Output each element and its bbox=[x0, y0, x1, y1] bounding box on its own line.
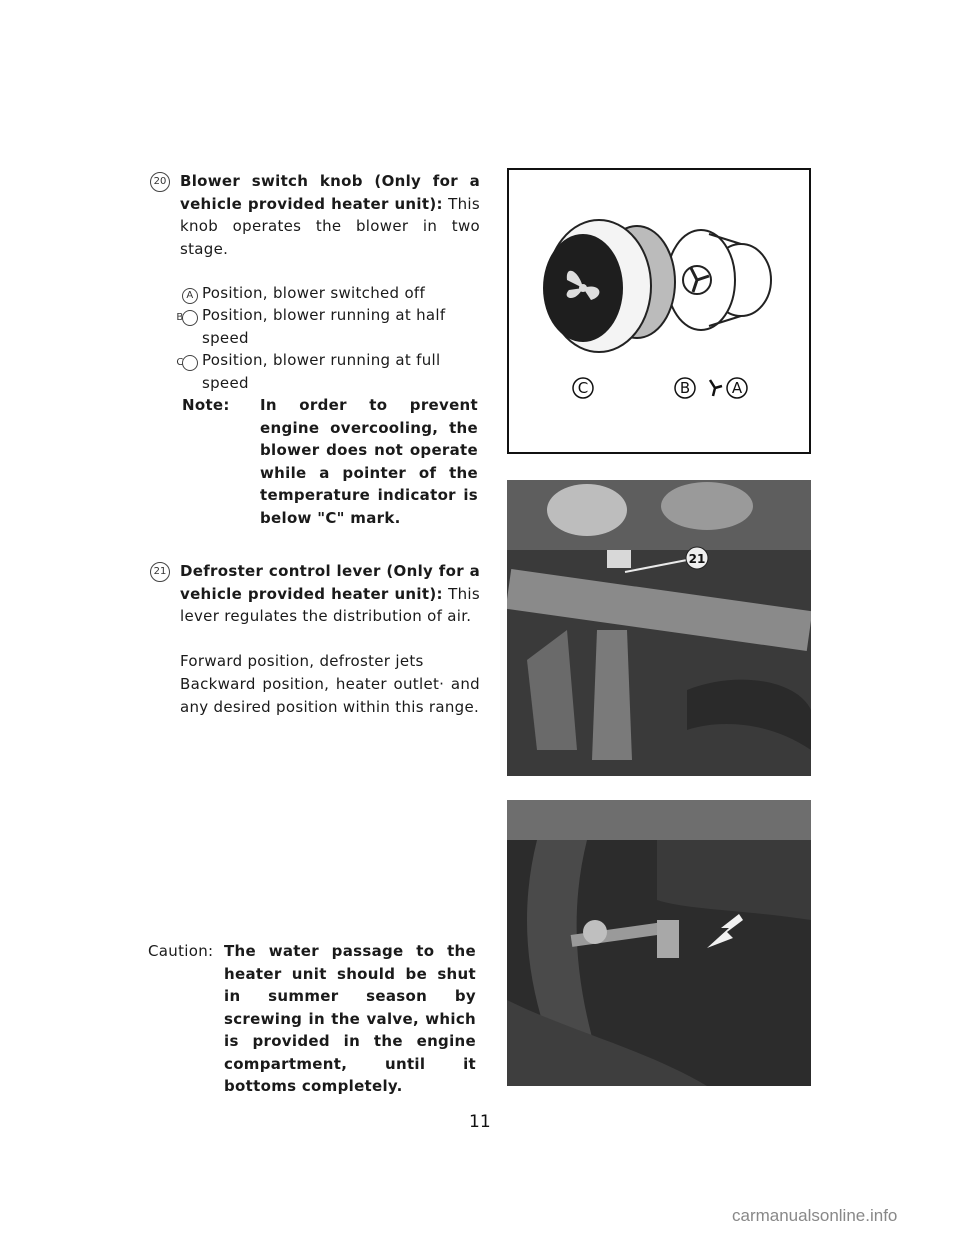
item-20-description bbox=[180, 170, 480, 260]
label-a: A bbox=[731, 379, 743, 397]
position-a-text: Position, blower switched off bbox=[202, 284, 426, 302]
item-21-number: 21 bbox=[150, 562, 174, 582]
position-b bbox=[176, 304, 478, 349]
item-21-description bbox=[180, 560, 480, 628]
position-b-text: Position, blower running at half speed bbox=[202, 306, 446, 347]
item-21-lead: Defroster control lever (Only for a vehicle provided heater unit): bbox=[180, 562, 480, 603]
caution-text: The water passage to the heater unit should be shut in summer season by screwing in the valve, which is provided in the engine compartment, until it bottoms completely. bbox=[224, 942, 476, 1095]
caution-label: Caution: bbox=[148, 942, 214, 960]
item-20-number: 20 bbox=[150, 172, 174, 192]
item-21-backward: Backward position, heater outlet· and any desired position within this range. bbox=[180, 675, 480, 716]
note-label: Note: bbox=[182, 396, 230, 414]
label-c: C bbox=[577, 379, 589, 397]
water-valve-photo bbox=[507, 800, 811, 1086]
position-c-text: Position, blower running at full speed bbox=[202, 351, 441, 392]
item-20-lead-rest: This knob operates the blower in two stage. bbox=[180, 194, 480, 258]
note-text: In order to prevent engine overcooling, the blower does not operate while a pointer of the temperature indicator is below "C" mark. bbox=[260, 396, 478, 527]
item-21-lead-rest: This lever regulates the distribution of air. bbox=[180, 584, 481, 625]
callout-21: 21 bbox=[688, 552, 706, 566]
mark-b: B bbox=[182, 310, 198, 326]
footer-watermark: carmanualsonline.info bbox=[732, 1206, 898, 1225]
blower-knob-illustration bbox=[509, 170, 809, 452]
item-21-forward: Forward position, defroster jets bbox=[180, 652, 424, 670]
blower-knob-figure bbox=[507, 168, 811, 454]
label-b: B bbox=[679, 379, 691, 397]
fan-small-icon bbox=[710, 380, 722, 396]
item-20-lead: Blower switch knob (Only for a vehicle provided heater unit): bbox=[180, 172, 480, 213]
mark-a: A bbox=[182, 288, 198, 304]
page-number: 11 bbox=[469, 1112, 491, 1132]
position-a bbox=[182, 282, 478, 305]
mark-c: C bbox=[182, 355, 198, 371]
defroster-lever-photo bbox=[507, 480, 811, 776]
position-c bbox=[176, 349, 478, 394]
